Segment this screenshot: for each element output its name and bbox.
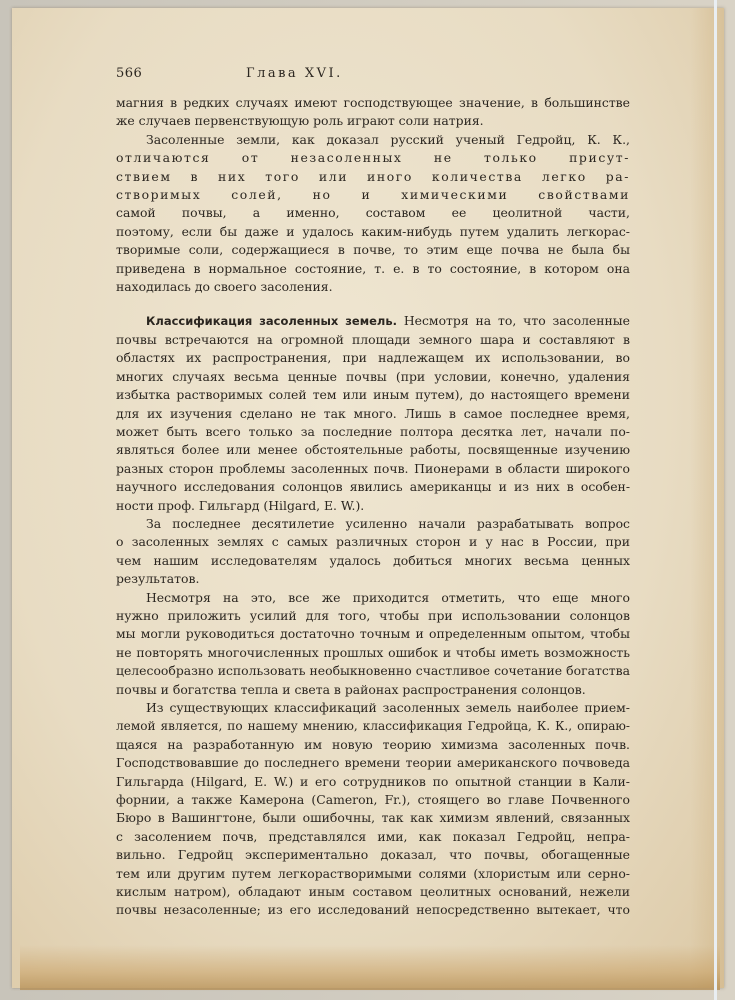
text-line: же случаев первенствующую роль играют соли натрия.	[116, 113, 484, 129]
text-line: створимых солей, но и химическими свойствами	[116, 187, 630, 203]
body-text	[116, 94, 630, 920]
text-line: поэтому, если бы даже и удалось каким-нибудь путем удалить легкорас-	[116, 223, 630, 239]
text-line: областях их распространения, при надлежащем их использовании, во	[116, 350, 630, 366]
section-gap	[116, 296, 630, 312]
text-line: лемой является, по нашему мнению, классификация Гедройца, К. К., опираю-	[116, 719, 630, 734]
text-line: с засолением почв, представлялся ими, как показал Гедройц, непра-	[116, 828, 630, 844]
text-line: тем или другим путем легкорастворимыми солями (хлористым или серно-	[116, 865, 630, 881]
text-line: За последнее десятилетие усиленно начали разрабатывать вопрос	[146, 515, 630, 531]
text-line: Гильгарда (Hilgard, E. W.) и его сотрудников по опытной станции в Кали-	[116, 773, 630, 789]
text-line: Несмотря на это, все же приходится отметить, что еще много	[146, 589, 630, 605]
text-line: Господствовавшие до последнего времени теории американского почвоведа	[116, 755, 630, 771]
paragraph-6	[116, 699, 630, 920]
text-line: ности проф. Гильгард (Hilgard, E. W.).	[116, 497, 365, 513]
text-line: нужно приложить усилий для того, чтобы при использовании солонцов	[116, 607, 630, 623]
paragraph-5	[116, 589, 630, 699]
text-line: многих случаях весьма ценные почвы (при условии, конечно, удаления	[116, 368, 630, 384]
section-first-line-text: Несмотря на то, что засоленные	[403, 313, 630, 329]
text-line: целесообразно использовать необыкновенно счастливое сочетание богатства	[116, 663, 630, 679]
text-line: о засоленных землях с самых различных сторон и у нас в России, при	[116, 534, 630, 550]
section-first-line	[116, 312, 630, 330]
text-line: мы могли руководиться достаточно точным и определенным опытом, чтобы	[116, 626, 630, 642]
text-line: Засоленные земли, как доказал русский ученый Гедройц, К. К.,	[146, 131, 630, 147]
paragraph-2	[116, 131, 630, 297]
text-line: Из существующих классификаций засоленных земель наиболее прием-	[146, 700, 630, 715]
scanner-edge-line	[714, 0, 717, 1000]
page-edge-stain-bottom	[20, 945, 720, 990]
text-line: вильно. Гедройц экспериментально доказал, что почвы, обогащенные	[116, 847, 630, 863]
text-line: магния в редких случаях имеют господствующее значение, в большинстве	[116, 95, 630, 110]
page-content	[116, 66, 630, 920]
text-line: самой почвы, а именно, составом ее цеолитной части,	[116, 205, 630, 221]
text-line: разных сторон проблемы засоленных почв. Пионерами в области широкого	[116, 460, 630, 476]
text-line: приведена в нормальное состояние, т. е. в то состояние, в котором она	[116, 260, 630, 276]
text-line: результатов.	[116, 571, 200, 587]
text-line: кислым натром), обладают иным составом цеолитных оснований, нежели	[116, 884, 630, 900]
text-line: научного исследования солонцов явились американцы и из них в особен-	[116, 479, 630, 495]
page-number: 566	[116, 66, 143, 81]
text-line: для их изучения сделано не так много. Лишь в самое последнее время,	[116, 405, 630, 421]
paragraph-1	[116, 94, 630, 131]
text-line: щаяся на разработанную им новую теорию химизма засоленных почв.	[116, 736, 630, 752]
text-line: не повторять многочисленных прошлых ошибок и чтобы иметь возможность	[116, 644, 630, 660]
text-line: ствием в них того или иного количества легко ра-	[116, 168, 630, 184]
text-line: находилась до своего засоления.	[116, 279, 333, 295]
text-line: почвы незасоленные; из его исследований непосредственно вытекает, что	[116, 902, 630, 918]
section-classification	[116, 312, 630, 514]
text-line: чем нашим исследователям удалось добиться многих весьма ценных	[116, 552, 630, 568]
text-line: творимые соли, содержащиеся в почве, то этим еще почва не была бы	[116, 242, 630, 258]
chapter-title: Глава XVI.	[246, 66, 343, 81]
text-line: Бюро в Вашингтоне, были ошибочны, так как химизм явлений, связанных	[116, 810, 630, 826]
text-line: может быть всего только за последние полтора десятка лет, начали по-	[116, 423, 630, 439]
running-header	[116, 66, 630, 94]
paragraph-4	[116, 515, 630, 589]
text-line: почвы встречаются на огромной площади земного шара и составляют в	[116, 331, 630, 347]
text-line: являться более или менее обстоятельные работы, посвященные изучению	[116, 442, 630, 458]
page-edge-stain-right	[690, 8, 724, 988]
text-line: отличаются от незасоленных не только присут-	[116, 150, 630, 166]
text-line: почвы и богатства тепла и света в районах распространения солонцов.	[116, 681, 586, 697]
text-line: избытка растворимых солей тем или иным путем), до настоящего времени	[116, 387, 630, 403]
section-heading: Классификация засоленных земель.	[146, 314, 397, 329]
text-line: форнии, а также Камерона (Cameron, Fr.), стоящего во главе Почвенного	[116, 792, 630, 808]
